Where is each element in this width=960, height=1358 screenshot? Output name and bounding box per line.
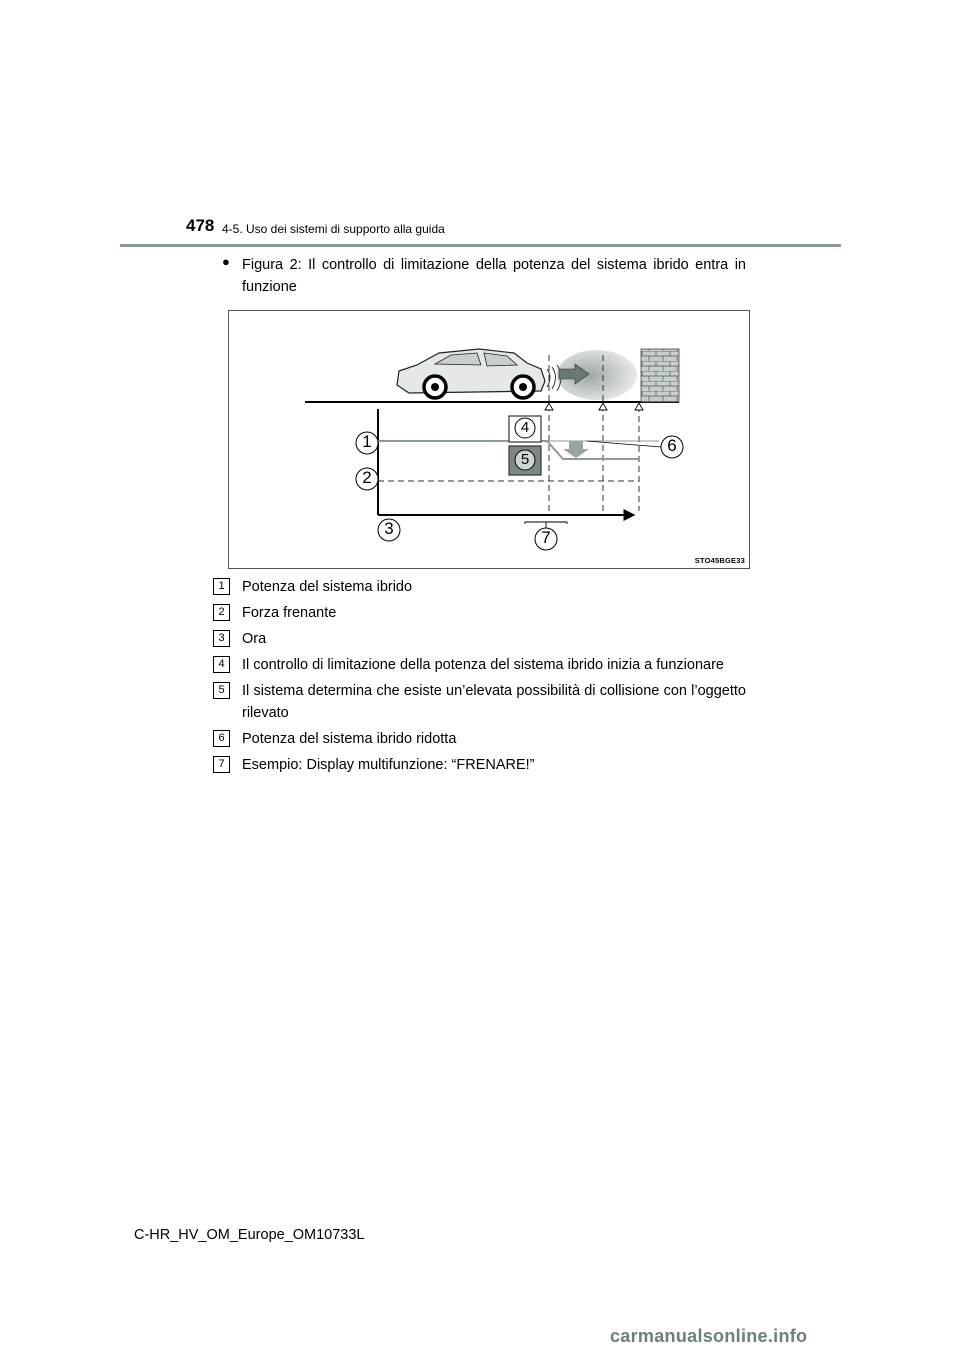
legend-item (213, 654, 746, 676)
footer-code: C-HR_HV_OM_Europe_OM10733L (134, 1227, 365, 1243)
legend-text: Il controllo di limitazione della potenza del sistema ibrido inizia a funzionare (242, 657, 724, 673)
watermark[interactable]: carmanualsonline.info (610, 1326, 808, 1346)
callout-6: 6 (667, 436, 677, 455)
legend-text: Forza frenante (242, 605, 337, 621)
figure (228, 310, 750, 569)
legend-item (213, 728, 746, 750)
legend-number: 6 (213, 730, 230, 747)
legend-text: Potenza del sistema ibrido ridotta (242, 731, 457, 747)
callout-5: 5 (520, 451, 530, 468)
brick-wall (641, 349, 679, 402)
page-number: 478 (186, 216, 215, 235)
bullet-text: Figura 2: Il controllo di limitazione della potenza del sistema ibrido entra in funzione (242, 257, 746, 295)
legend-text: Potenza del sistema ibrido (242, 579, 413, 595)
legend-item (213, 628, 746, 650)
legend-number: 5 (213, 682, 230, 699)
legend-number: 1 (213, 578, 230, 595)
callout-4: 4 (520, 419, 530, 436)
callout-2: 2 (362, 468, 372, 487)
callout-1: 1 (362, 432, 372, 451)
legend-number: 4 (213, 656, 230, 673)
header-rule (120, 244, 841, 247)
bullet-icon: ● (222, 254, 230, 269)
legend-text: Ora (242, 631, 267, 647)
figure-code: STO45BGE33 (694, 556, 745, 565)
legend-number: 3 (213, 630, 230, 647)
legend-item (213, 754, 746, 776)
legend-number: 2 (213, 604, 230, 621)
legend-text: Esempio: Display multifunzione: “FRENARE!” (242, 757, 535, 773)
legend-item (213, 602, 746, 624)
reduction-arrow (563, 441, 589, 458)
legend-list (213, 576, 746, 780)
legend-number: 7 (213, 756, 230, 773)
legend-item (213, 680, 746, 724)
callout-3: 3 (384, 519, 394, 538)
legend-item (213, 576, 746, 598)
callout-7: 7 (541, 528, 551, 547)
legend-text: Il sistema determina che esiste un’elevata possibilità di collisione con l’oggetto rilevato (242, 683, 746, 721)
section-title: 4-5. Uso dei sistemi di supporto alla guida (222, 222, 445, 236)
car-illustration (397, 349, 561, 398)
